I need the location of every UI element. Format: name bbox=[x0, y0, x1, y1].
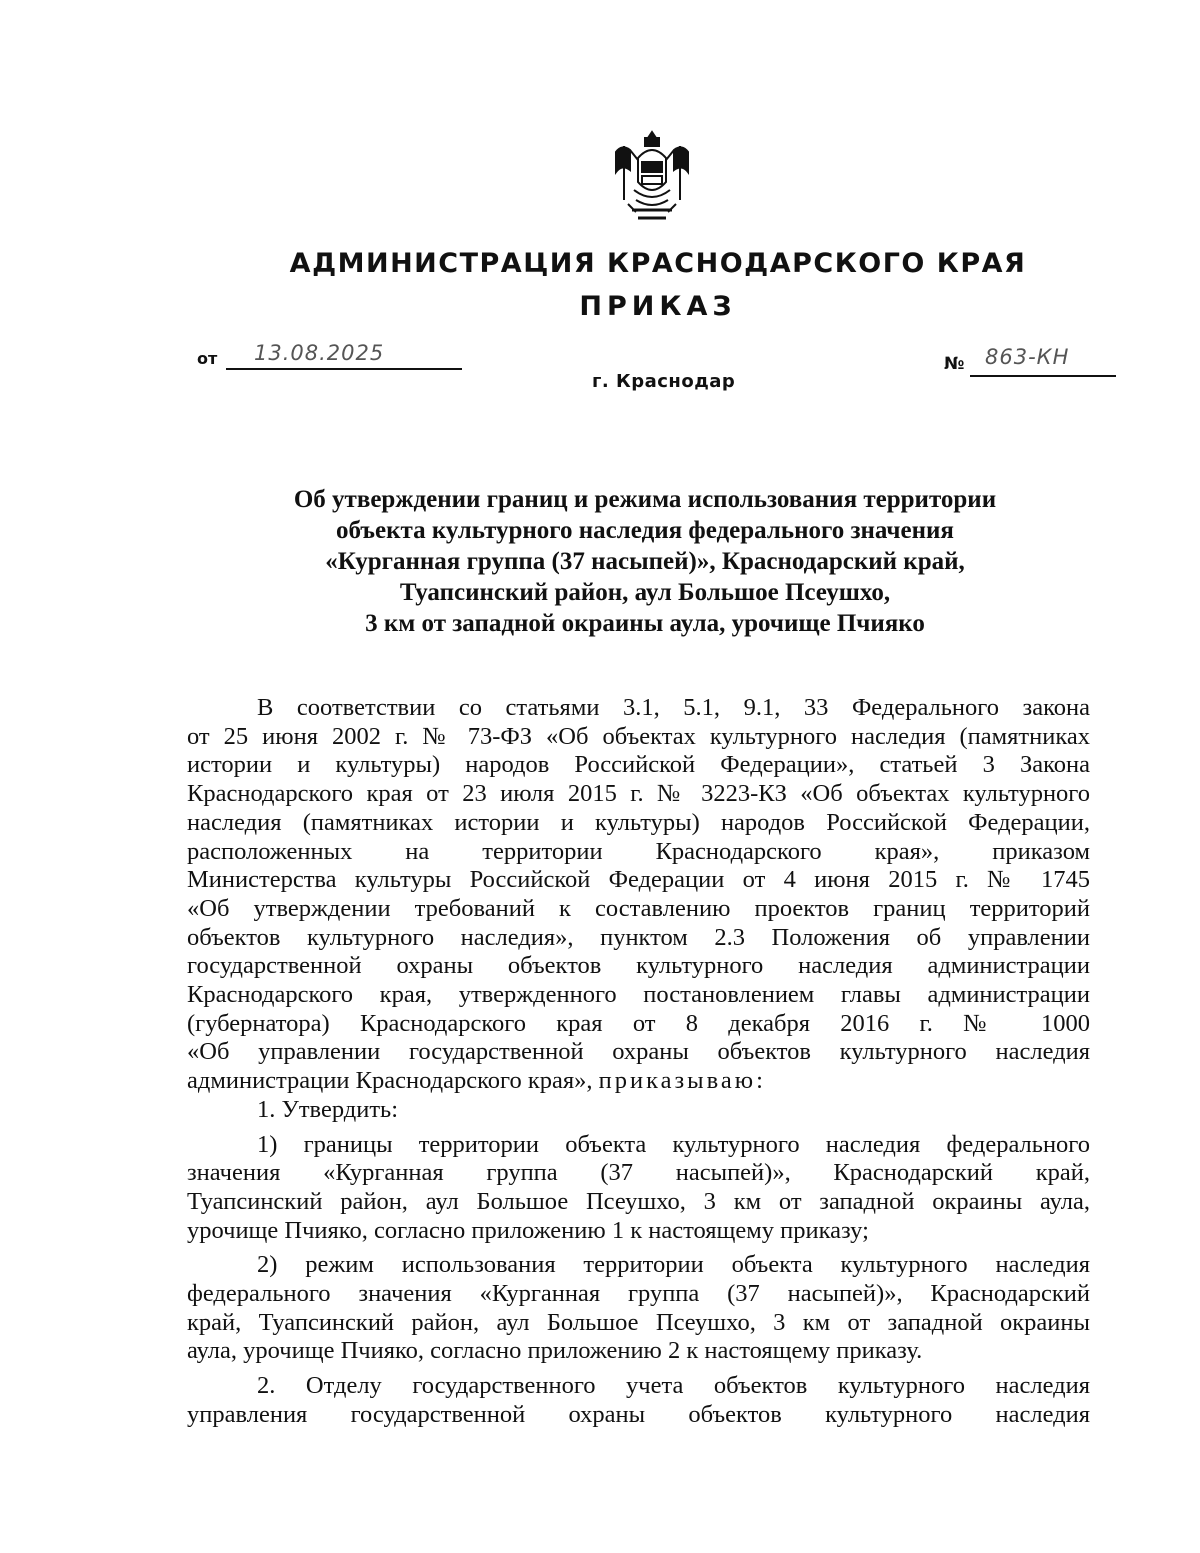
body-line: урочище Пчияко, согласно приложению 1 к настоящему приказу; bbox=[187, 1216, 869, 1244]
title-line: объекта культурного наследия федерального значения bbox=[336, 517, 954, 544]
body-line: аула, урочище Пчияко, согласно приложению 2 к настоящему приказу. bbox=[187, 1337, 923, 1365]
item-1-heading: 1. Утвердить: bbox=[257, 1095, 399, 1123]
number-label: № bbox=[944, 354, 965, 374]
body-line: объектов культурного наследия», пунктом 2.3 Положения об управлении bbox=[187, 923, 1090, 951]
body-line: государственной охраны объектов культурного наследия администрации bbox=[187, 952, 1090, 980]
city: г. Краснодар bbox=[592, 371, 736, 392]
coat-of-arms-emblem bbox=[608, 128, 696, 228]
body-line: наследия (памятниках истории и культуры) народов Российской Федерации, bbox=[187, 808, 1090, 836]
body-line bbox=[187, 1067, 1090, 1096]
body-line: Туапсинский район, аул Большое Псеушхо, 3 км от западной окраины аула, bbox=[187, 1187, 1090, 1215]
body-line: Краснодарского края от 23 июля 2015 г. № 3223-КЗ «Об объектах культурного bbox=[187, 780, 1090, 808]
body-line: истории и культуры) народов Российской Федерации», статьей 3 Закона bbox=[187, 751, 1090, 779]
handwritten-date: 13.08.2025 bbox=[254, 341, 385, 365]
body-line: от 25 июня 2002 г. № 73-ФЗ «Об объектах культурного наследия (памятниках bbox=[187, 722, 1090, 750]
handwritten-number: 863-КН bbox=[985, 345, 1070, 369]
body-line: 1) границы территории объекта культурного наследия федерального bbox=[257, 1130, 1090, 1158]
body-line: Министерства культуры Российской Федерации от 4 июня 2015 г. № 1745 bbox=[187, 866, 1090, 894]
body-line: управления государственной охраны объектов культурного наследия bbox=[187, 1400, 1090, 1428]
body-line: значения «Курганная группа (37 насыпей)», Краснодарский край, bbox=[187, 1159, 1090, 1187]
body-line: федерального значения «Курганная группа (37 насыпей)», Краснодарский bbox=[187, 1280, 1090, 1308]
preamble-ending: администрации Краснодарского края», bbox=[187, 1067, 599, 1095]
body-line: (губернатора) Краснодарского края от 8 декабря 2016 г. № 1000 bbox=[187, 1009, 1090, 1037]
document-body bbox=[187, 694, 1090, 1430]
date-underline bbox=[226, 368, 462, 370]
document-title bbox=[0, 484, 1200, 639]
title-line: «Курганная группа (37 насыпей)», Краснодарский край, bbox=[325, 548, 965, 575]
title-line: Об утверждении границ и режима использования территории bbox=[293, 486, 997, 513]
body-line: «Об управлении государственной охраны объектов культурного наследия bbox=[187, 1038, 1090, 1066]
document-type: ПРИКАЗ bbox=[579, 291, 737, 322]
body-line: расположенных на территории Краснодарского края», приказом bbox=[187, 837, 1090, 865]
body-line: Краснодарского края, утвержденного постановлением главы администрации bbox=[187, 981, 1090, 1009]
body-line: В соответствии со статьями 3.1, 5.1, 9.1, 33 Федерального закона bbox=[257, 694, 1090, 721]
title-line: 3 км от западной окраины аула, урочище Пчияко bbox=[365, 610, 925, 637]
organization-name: АДМИНИСТРАЦИЯ КРАСНОДАРСКОГО КРАЯ bbox=[289, 248, 1027, 279]
body-line: 2. Отделу государственного учета объектов культурного наследия bbox=[257, 1372, 1090, 1400]
body-line: 2) режим использования территории объекта культурного наследия bbox=[257, 1251, 1090, 1279]
date-label: от bbox=[197, 349, 218, 368]
body-line: край, Туапсинский район, аул Большое Псеушхо, 3 км от западной окраины bbox=[187, 1308, 1090, 1336]
order-word: приказываю: bbox=[598, 1067, 766, 1095]
title-line: Туапсинский район, аул Большое Псеушхо, bbox=[399, 579, 891, 606]
body-line: «Об утверждении требований к составлению проектов границ территорий bbox=[187, 894, 1090, 922]
number-underline bbox=[970, 375, 1116, 377]
